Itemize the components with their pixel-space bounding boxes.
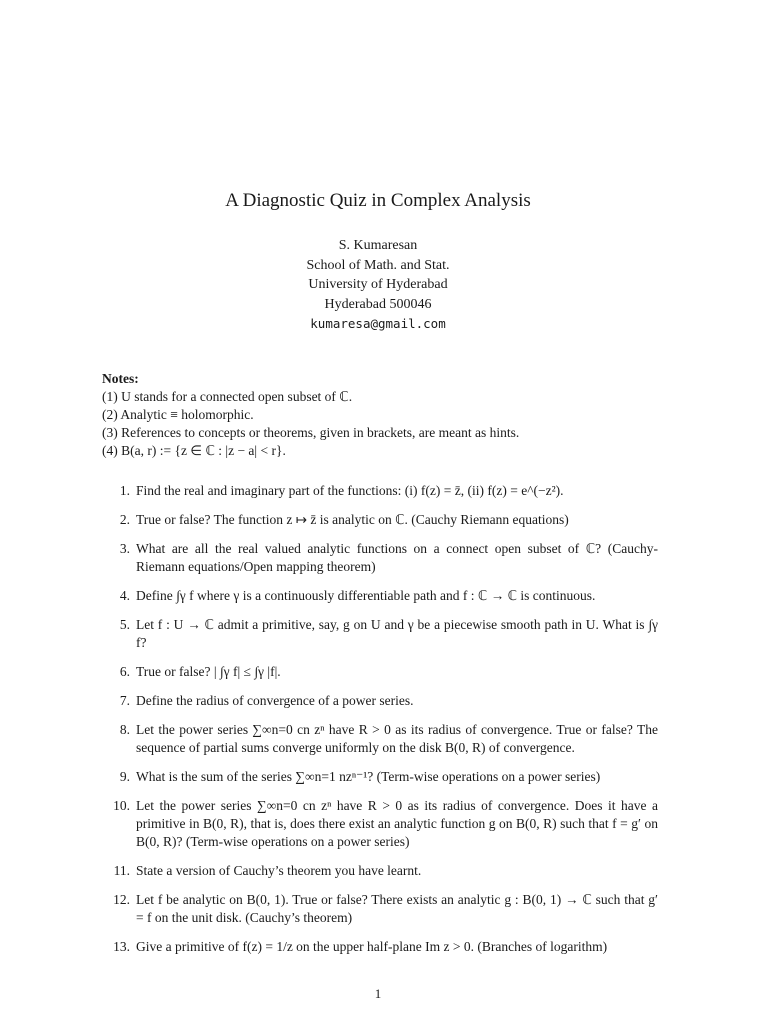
question-item (102, 938, 658, 956)
question-number: 1. (119, 483, 130, 498)
question-text: Let the power series ∑∞n=0 cn zⁿ have R > 0 as its radius of convergence. Does it have a primitive in B(0, R), that is, does there exist an analytic function g on B(0, R) such that f = g′ on B(0, R)? (Term-wise operations on a power series) (136, 798, 658, 849)
author-block (0, 236, 756, 334)
question-item (102, 482, 658, 500)
note-item: (3) References to concepts or theorems, given in brackets, are meant as hints. (102, 425, 520, 440)
question-text: What are all the real valued analytic functions on a connect open subset of ℂ? (Cauchy-Riemann equations/Open mapping theorem) (136, 541, 658, 574)
question-number: 12. (113, 892, 130, 907)
question-number: 9. (119, 769, 130, 784)
question-text: State a version of Cauchy’s theorem you have learnt. (136, 863, 422, 878)
question-number: 4. (119, 588, 130, 603)
question-number: 6. (119, 664, 130, 679)
question-text: Let the power series ∑∞n=0 cn zⁿ have R > 0 as its radius of convergence. True or false? The sequence of partial sums converge uniformly on the disk B(0, R) of convergence. (136, 722, 658, 755)
question-number: 2. (119, 512, 130, 527)
question-number: 10. (113, 798, 130, 813)
question-number: 3. (119, 541, 130, 556)
question-item (102, 692, 658, 710)
author-name: S. Kumaresan (338, 238, 418, 253)
question-text: True or false? The function z ↦ z̄ is analytic on ℂ. (Cauchy Riemann equations) (136, 512, 569, 527)
question-item (102, 891, 658, 927)
question-item (102, 862, 658, 880)
author-city: Hyderabad 500046 (324, 296, 432, 312)
question-item (102, 540, 658, 576)
question-number: 8. (119, 722, 130, 737)
question-item (102, 721, 658, 757)
page-number: 1 (374, 986, 382, 1001)
notes-block (102, 370, 662, 460)
question-item (102, 587, 658, 605)
author-email: kumaresa@gmail.com (310, 316, 446, 331)
page-title: A Diagnostic Quiz in Complex Analysis (225, 190, 531, 211)
question-text: Let f : U → ℂ admit a primitive, say, g on U and γ be a piecewise smooth path in U. What is ∫γ f? (136, 617, 658, 650)
question-text: What is the sum of the series ∑∞n=1 nzⁿ⁻¹? (Term-wise operations on a power series) (136, 769, 601, 784)
author-university: University of Hyderabad (308, 277, 448, 292)
question-item (102, 797, 658, 851)
note-item: (4) B(a, r) := {z ∈ ℂ : |z − a| < r}. (102, 443, 286, 458)
author-dept: School of Math. and Stat. (306, 257, 450, 273)
question-list (102, 482, 658, 967)
question-item (102, 616, 658, 652)
question-text: Find the real and imaginary part of the functions: (i) f(z) = z̄, (ii) f(z) = e^(−z²). (136, 483, 564, 498)
note-item: (1) U stands for a connected open subset of ℂ. (102, 389, 353, 404)
question-text: Define ∫γ f where γ is a continuously differentiable path and f : ℂ → ℂ is continuous. (136, 588, 596, 603)
question-number: 5. (119, 617, 130, 632)
question-text: Let f be analytic on B(0, 1). True or false? There exists an analytic g : B(0, 1) → ℂ such that g′ = f on the unit disk. (Cauchy’s theorem) (136, 892, 658, 925)
question-text: True or false? | ∫γ f| ≤ ∫γ |f|. (136, 664, 281, 679)
question-item (102, 663, 658, 681)
notes-heading: Notes: (102, 371, 139, 386)
question-item (102, 511, 658, 529)
question-text: Define the radius of convergence of a power series. (136, 693, 414, 708)
question-number: 7. (119, 693, 130, 708)
question-number: 11. (113, 863, 130, 878)
question-number: 13. (113, 939, 130, 954)
question-text: Give a primitive of f(z) = 1/z on the upper half-plane Im z > 0. (Branches of logarithm) (136, 939, 608, 954)
note-item: (2) Analytic ≡ holomorphic. (102, 407, 254, 422)
question-item (102, 768, 658, 786)
